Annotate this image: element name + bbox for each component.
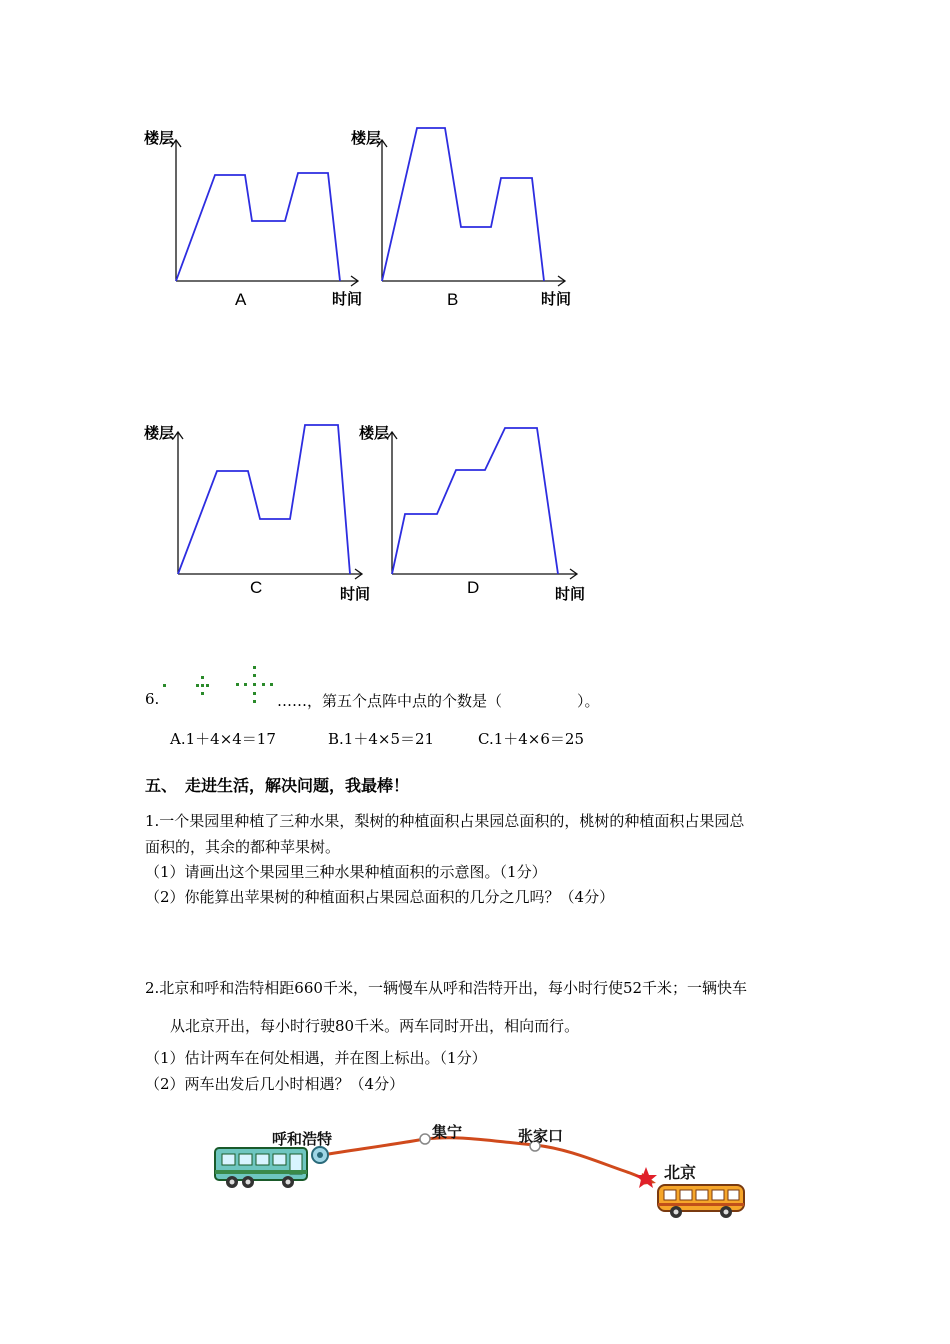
graph-b [345,125,585,315]
station-label-zhangjiakou: 张家口 [518,1127,564,1145]
graph-x-label: 时间 [555,585,586,603]
graph-y-label: 楼层 [351,129,382,147]
q6-option-a: A.1＋4×4＝17 [170,730,276,748]
graph-x-label: 时间 [332,290,363,308]
q6-option-c: C.1＋4×6＝25 [478,730,584,748]
route-map [210,1115,755,1225]
star-icon [635,1167,657,1188]
p2-sub2: （2）两车出发后几小时相遇？（4分） [145,1075,405,1093]
graph-x-label: 时间 [340,585,371,603]
graph-y-label: 楼层 [144,129,175,147]
graph-c-line [178,425,350,574]
graph-c [140,420,380,610]
bus-icon-orange [658,1185,744,1218]
graph-y-label: 楼层 [359,424,390,442]
station-label-beijing: 北京 [664,1163,697,1182]
graph-letter: C [250,578,263,597]
p1-line1: 1.一个果园里种植了三种水果，梨树的种植面积占果园总面积的，桃树的种植面积占果园总 [145,812,745,830]
graph-y-label: 楼层 [144,424,175,442]
graph-d [355,420,595,610]
q6-text: ……，第五个点阵中点的个数是（ ）。 [277,692,600,710]
graph-b-plot [345,125,585,315]
p2-line1: 2.北京和呼和浩特相距660千米，一辆慢车从呼和浩特开出，每小时行使52千米；一辆快车 [145,979,748,997]
dot-pattern-icon [158,662,278,704]
graph-letter: D [467,578,480,597]
p1-sub2: （2）你能算出苹果树的种植面积占果园总面积的几分之几吗？（4分） [145,888,615,906]
station-label-jining: 集宁 [432,1123,463,1141]
graph-a-line [176,173,340,281]
graph-a-plot [140,125,380,315]
p2-line2: 从北京开出，每小时行驶80千米。两车同时开出，相向而行。 [170,1017,580,1035]
q6-number: 6. [145,690,160,708]
p1-line2: 面积的，其余的都种苹果树。 [145,838,341,856]
p1-sub1: （1）请画出这个果园里三种水果种植面积的示意图。（1分） [145,863,547,881]
station-label-hohhot: 呼和浩特 [272,1130,333,1148]
graph-letter: B [447,290,459,309]
bus-icon-green [215,1148,307,1188]
graph-b-line [382,128,544,281]
section-title: 五、 走进生活，解决问题，我最棒！ [145,776,410,795]
graph-d-line [392,428,558,574]
p2-sub1: （1）估计两车在何处相遇，并在图上标出。（1分） [145,1049,487,1067]
graph-a [140,125,380,315]
graph-letter: A [235,290,247,309]
station-marker-jining [420,1134,430,1144]
q6-option-b: B.1＋4×5＝21 [328,730,435,748]
graph-x-label: 时间 [541,290,572,308]
